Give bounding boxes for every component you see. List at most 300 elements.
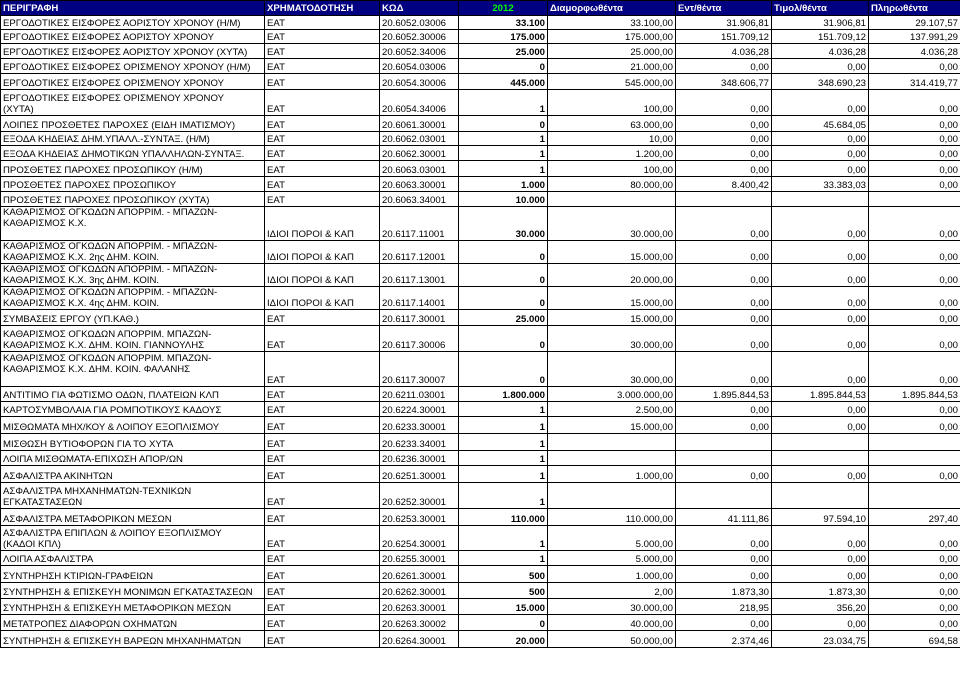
cell-code: 20.6054.30006 [380,74,459,90]
cell-code: 20.6054.03006 [380,59,459,74]
cell-timologithenta: 1.895.844,53 [772,387,869,402]
cell-diamorfothenta: 50.000,00 [548,631,676,648]
cell-funding: ΙΔΙΟΙ ΠΟΡΟΙ & ΚΑΠ [265,264,380,287]
cell-year-2012: 1 [459,132,548,146]
cell-diamorfothenta: 5.000,00 [548,526,676,551]
description-line: ΛΟΙΠΑ ΑΣΦΑΛΙΣΤΡΑ [3,554,94,565]
cell-timologithenta [772,434,869,451]
cell-year-2012: 1 [459,146,548,161]
cell-plirothenta: 297,40 [869,509,960,526]
cell-year-2012: 1 [459,483,548,509]
description-line: ΣΥΝΤΗΡΗΣΗ ΚΤΙΡΙΩΝ-ΓΡΑΦΕΙΩΝ [3,571,154,582]
cell-funding: ΕΑΤ [265,583,380,599]
cell-funding: ΙΔΙΟΙ ΠΟΡΟΙ & ΚΑΠ [265,241,380,264]
cell-entalthenta: 0,00 [676,615,772,631]
description-line: ΚΑΡΤΟΣΥΜΒΟΛΑΙΑ ΓΙΑ ΡΟΜΠΟΤΙΚΟΥΣ ΚΑΔΟΥΣ [3,405,222,416]
cell-timologithenta [772,451,869,466]
cell-funding: ΕΑΤ [265,310,380,326]
cell-diamorfothenta: 100,00 [548,90,676,116]
description-line: ΠΡΟΣΘΕΤΕΣ ΠΑΡΟΧΕΣ ΠΡΟΣΩΠΙΚΟΥ (ΧΥΤΑ) [3,195,210,206]
col-header-timologithenta[interactable]: Τιμολ/θέντα [772,1,869,16]
cell-description [1,310,265,326]
cell-diamorfothenta: 110.000,00 [548,509,676,526]
cell-plirothenta: 0,00 [869,287,960,310]
cell-timologithenta: 0,00 [772,146,869,161]
description-line: ΚΑΘΑΡΙΣΜΟΣ Κ.Χ. 4ης ΔΗΜ. ΚΟΙΝ. [3,298,160,309]
description-line: ΣΥΝΤΗΡΗΣΗ & ΕΠΙΣΚΕΥΗ ΒΑΡΕΩΝ ΜΗΧΑΝΗΜΑΤΩΝ [3,636,242,647]
description-line: ΚΑΘΑΡΙΣΜΟΣ ΟΓΚΩΔΩΝ ΑΠΟΡΡΙΜ. - ΜΠΑΖΩΝ- [3,287,218,298]
cell-code: 20.6252.30001 [380,483,459,509]
cell-plirothenta: 0,00 [869,583,960,599]
description-line: ΑΣΦΑΛΙΣΤΡΑ ΜΕΤΑΦΟΡΙΚΩΝ ΜΕΣΩΝ [3,514,172,525]
cell-year-2012: 1 [459,434,548,451]
cell-diamorfothenta: 15.000,00 [548,417,676,434]
cell-funding: ΕΑΤ [265,192,380,207]
description-line: ΚΑΘΑΡΙΣΜΟΣ Κ.Χ. ΔΗΜ. ΚΟΙΝ. ΦΑΛΑΝΗΣ [3,364,191,375]
table-row [1,287,960,310]
description-line: ΕΡΓΟΔΟΤΙΚΕΣ ΕΙΣΦΟΡΕΣ ΟΡΙΣΜΕΝΟΥ ΧΡΟΝΟΥ (Η/Μ) [3,62,251,73]
cell-description [1,466,265,483]
cell-year-2012: 0 [459,116,548,132]
cell-diamorfothenta: 2,00 [548,583,676,599]
description-line: ΜΕΤΑΤΡΟΠΕΣ ΔΙΑΦΟΡΩΝ ΟΧΗΜΑΤΩΝ [3,619,178,630]
cell-diamorfothenta: 1.000,00 [548,566,676,583]
cell-entalthenta [676,483,772,509]
table-row [1,161,960,177]
cell-timologithenta: 1.873,30 [772,583,869,599]
cell-code: 20.6117.13001 [380,264,459,287]
cell-code: 20.6063.03001 [380,161,459,177]
table-row [1,177,960,192]
cell-timologithenta: 348.690,23 [772,74,869,90]
table-row [1,326,960,352]
cell-funding: ΕΑΤ [265,566,380,583]
table-row [1,483,960,509]
cell-code: 20.6263.30002 [380,615,459,631]
cell-plirothenta: 1.895.844,53 [869,387,960,402]
cell-funding: ΙΔΙΟΙ ΠΟΡΟΙ & ΚΑΠ [265,287,380,310]
cell-diamorfothenta: 80.000,00 [548,177,676,192]
cell-timologithenta: 0,00 [772,551,869,566]
cell-timologithenta: 97.594,10 [772,509,869,526]
cell-entalthenta: 0,00 [676,287,772,310]
table-row [1,116,960,132]
cell-code: 20.6224.30001 [380,402,459,417]
col-header-description[interactable]: ΠΕΡΙΓΡΑΦΗ [1,1,265,16]
cell-year-2012: 25.000 [459,310,548,326]
description-line: ΚΑΘΑΡΙΣΜΟΣ Κ.Χ. [3,218,87,229]
cell-entalthenta: 0,00 [676,161,772,177]
cell-description [1,132,265,146]
cell-funding: ΕΑΤ [265,483,380,509]
description-line [3,229,262,240]
cell-diamorfothenta [548,451,676,466]
cell-diamorfothenta: 30.000,00 [548,326,676,352]
cell-funding: ΕΑΤ [265,466,380,483]
cell-description [1,615,265,631]
cell-code: 20.6253.30001 [380,509,459,526]
cell-timologithenta: 0,00 [772,90,869,116]
table-row [1,526,960,551]
cell-funding: ΕΑΤ [265,44,380,59]
cell-year-2012: 1 [459,90,548,116]
cell-diamorfothenta: 2.500,00 [548,402,676,417]
cell-entalthenta: 41.111,86 [676,509,772,526]
cell-funding: ΕΑΤ [265,352,380,387]
cell-funding: ΕΑΤ [265,387,380,402]
cell-funding: ΕΑΤ [265,451,380,466]
cell-entalthenta [676,434,772,451]
table-row [1,264,960,287]
cell-funding: ΕΑΤ [265,434,380,451]
cell-diamorfothenta [548,434,676,451]
description-line: ΚΑΘΑΡΙΣΜΟΣ ΟΓΚΩΔΩΝ ΑΠΟΡΡΙΜ. ΜΠΑΖΩΝ- [3,329,212,340]
cell-funding: ΕΑΤ [265,146,380,161]
description-line: ΕΡΓΟΔΟΤΙΚΕΣ ΕΙΣΦΟΡΕΣ ΟΡΙΣΜΕΝΟΥ ΧΡΟΝΟΥ [3,93,224,104]
cell-diamorfothenta: 40.000,00 [548,615,676,631]
cell-year-2012: 1 [459,161,548,177]
cell-timologithenta: 0,00 [772,241,869,264]
cell-funding: ΕΑΤ [265,509,380,526]
description-line: ΣΥΝΤΗΡΗΣΗ & ΕΠΙΣΚΕΥΗ ΜΟΝΙΜΩΝ ΕΓΚΑΤΑΣΤΑΣΕΩΝ [3,587,253,598]
cell-description [1,387,265,402]
cell-plirothenta: 0,00 [869,352,960,387]
cell-description [1,417,265,434]
cell-code: 20.6261.30001 [380,566,459,583]
cell-diamorfothenta: 15.000,00 [548,310,676,326]
table-row [1,241,960,264]
cell-description [1,177,265,192]
table-row [1,132,960,146]
cell-code: 20.6262.30001 [380,583,459,599]
table-row [1,451,960,466]
cell-timologithenta: 23.034,75 [772,631,869,648]
cell-year-2012: 1.000 [459,177,548,192]
table-row [1,74,960,90]
table-row [1,310,960,326]
cell-timologithenta: 0,00 [772,326,869,352]
cell-code: 20.6117.12001 [380,241,459,264]
cell-funding: ΕΑΤ [265,132,380,146]
cell-funding: ΙΔΙΟΙ ΠΟΡΟΙ & ΚΑΠ [265,207,380,241]
cell-entalthenta: 1.873,30 [676,583,772,599]
description-line: ΚΑΘΑΡΙΣΜΟΣ Κ.Χ. ΔΗΜ. ΚΟΙΝ. ΓΙΑΝΝΟΥΛΗΣ [3,340,205,351]
table-row [1,192,960,207]
cell-plirothenta: 0,00 [869,264,960,287]
cell-funding: ΕΑΤ [265,90,380,116]
cell-plirothenta: 0,00 [869,177,960,192]
description-line: (ΚΑΔΟΙ ΚΠΛ) [3,539,61,550]
table-row [1,551,960,566]
cell-diamorfothenta: 15.000,00 [548,287,676,310]
cell-description [1,631,265,648]
cell-year-2012: 175.000 [459,30,548,44]
cell-plirothenta: 0,00 [869,132,960,146]
cell-year-2012: 0 [459,287,548,310]
cell-description [1,241,265,264]
table-row [1,16,960,30]
cell-funding: ΕΑΤ [265,631,380,648]
cell-funding: ΕΑΤ [265,417,380,434]
cell-description [1,146,265,161]
cell-timologithenta: 33.383,03 [772,177,869,192]
cell-plirothenta [869,434,960,451]
cell-plirothenta: 0,00 [869,146,960,161]
cell-entalthenta: 218,95 [676,599,772,615]
cell-description [1,509,265,526]
cell-entalthenta: 0,00 [676,146,772,161]
cell-code: 20.6054.34006 [380,90,459,116]
cell-code: 20.6233.30001 [380,417,459,434]
cell-timologithenta: 0,00 [772,132,869,146]
col-header-year[interactable]: 2012 [459,1,548,16]
description-line: ΚΑΘΑΡΙΣΜΟΣ ΟΓΚΩΔΩΝ ΑΠΟΡΡΙΜ. - ΜΠΑΖΩΝ- [3,207,218,218]
cell-code: 20.6211.03001 [380,387,459,402]
cell-code: 20.6052.34006 [380,44,459,59]
cell-entalthenta: 0,00 [676,526,772,551]
cell-diamorfothenta: 33.100,00 [548,16,676,30]
cell-funding: ΕΑΤ [265,116,380,132]
cell-entalthenta: 0,00 [676,90,772,116]
cell-entalthenta: 0,00 [676,207,772,241]
description-line: ΕΡΓΟΔΟΤΙΚΕΣ ΕΙΣΦΟΡΕΣ ΑΟΡΙΣΤΟΥ ΧΡΟΝΟΥ (ΧΥΤΑ) [3,47,248,58]
cell-year-2012: 25.000 [459,44,548,59]
col-header-code[interactable]: ΚΩΔ [380,1,459,16]
cell-diamorfothenta: 20.000,00 [548,264,676,287]
cell-plirothenta: 0,00 [869,615,960,631]
cell-year-2012: 0 [459,615,548,631]
cell-year-2012: 0 [459,264,548,287]
cell-timologithenta: 0,00 [772,417,869,434]
cell-code: 20.6117.30007 [380,352,459,387]
cell-funding: ΕΑΤ [265,177,380,192]
cell-timologithenta: 0,00 [772,402,869,417]
cell-description [1,264,265,287]
cell-funding: ΕΑΤ [265,551,380,566]
description-line: ΠΡΟΣΘΕΤΕΣ ΠΑΡΟΧΕΣ ΠΡΟΣΩΠΙΚΟΥ [3,180,177,191]
description-line: ΕΞΟΔΑ ΚΗΔΕΙΑΣ ΔΗΜΟΤΙΚΩΝ ΥΠΑΛΛΗΛΩΝ-ΣΥΝΤΑΞ. [3,149,245,160]
cell-timologithenta: 31.906,81 [772,16,869,30]
cell-code: 20.6264.30001 [380,631,459,648]
cell-code: 20.6117.30001 [380,310,459,326]
cell-timologithenta: 356,20 [772,599,869,615]
cell-entalthenta: 0,00 [676,310,772,326]
cell-timologithenta: 0,00 [772,615,869,631]
cell-timologithenta: 0,00 [772,466,869,483]
cell-funding: ΕΑΤ [265,16,380,30]
description-line: ΣΥΝΤΗΡΗΣΗ & ΕΠΙΣΚΕΥΗ ΜΕΤΑΦΟΡΙΚΩΝ ΜΕΣΩΝ [3,603,232,614]
cell-description [1,59,265,74]
cell-timologithenta [772,192,869,207]
cell-plirothenta: 0,00 [869,207,960,241]
cell-year-2012: 500 [459,566,548,583]
cell-year-2012: 0 [459,326,548,352]
cell-description [1,161,265,177]
description-line: ΣΥΜΒΑΣΕΙΣ ΕΡΓΟΥ (ΥΠ.ΚΑΘ.) [3,314,139,325]
cell-code: 20.6063.30001 [380,177,459,192]
cell-entalthenta: 0,00 [676,132,772,146]
cell-timologithenta: 0,00 [772,526,869,551]
cell-year-2012: 0 [459,241,548,264]
cell-plirothenta [869,483,960,509]
cell-entalthenta: 0,00 [676,116,772,132]
cell-plirothenta: 137.991,29 [869,30,960,44]
description-line: ΚΑΘΑΡΙΣΜΟΣ ΟΓΚΩΔΩΝ ΑΠΟΡΡΙΜ. - ΜΠΑΖΩΝ- [3,241,218,252]
cell-code: 20.6052.03006 [380,16,459,30]
cell-timologithenta [772,483,869,509]
cell-plirothenta: 0,00 [869,161,960,177]
col-header-diamorfothenta[interactable]: Διαμορφωθέντα [548,1,676,16]
cell-entalthenta: 2.374,46 [676,631,772,648]
cell-entalthenta: 0,00 [676,264,772,287]
cell-diamorfothenta: 100,00 [548,161,676,177]
description-line: ΕΞΟΔΑ ΚΗΔΕΙΑΣ ΔΗΜ.ΥΠΑΛΛ.-ΣΥΝΤΑΞ. (Η/Μ) [3,134,210,145]
cell-code: 20.6254.30001 [380,526,459,551]
cell-code: 20.6255.30001 [380,551,459,566]
cell-timologithenta: 0,00 [772,352,869,387]
description-line: ΛΟΙΠΑ ΜΙΣΘΩΜΑΤΑ-ΕΠΙΧΩΣΗ ΑΠΟΡ/ΩΝ [3,454,183,465]
cell-diamorfothenta: 545.000,00 [548,74,676,90]
table-body [1,16,960,648]
description-line: ΕΡΓΟΔΟΤΙΚΕΣ ΕΙΣΦΟΡΕΣ ΟΡΙΣΜΕΝΟΥ ΧΡΟΝΟΥ [3,78,224,89]
table-row [1,352,960,387]
description-line: ΑΝΤΙΤΙΜΟ ΓΙΑ ΦΩΤΙΣΜΟ ΟΔΩΝ, ΠΛΑΤΕΙΩΝ ΚΛΠ [3,390,219,401]
cell-year-2012: 20.000 [459,631,548,648]
cell-year-2012: 0 [459,59,548,74]
cell-entalthenta: 4.036,28 [676,44,772,59]
cell-plirothenta: 0,00 [869,326,960,352]
cell-timologithenta: 4.036,28 [772,44,869,59]
cell-description [1,434,265,451]
cell-diamorfothenta: 1.000,00 [548,466,676,483]
cell-plirothenta [869,192,960,207]
cell-timologithenta: 0,00 [772,161,869,177]
description-line: ΜΙΣΘΩΜΑΤΑ ΜΗΧ/ΚΟΥ & ΛΟΙΠΟΥ ΕΞΟΠΛΙΣΜΟΥ [3,422,220,433]
table-row [1,434,960,451]
cell-funding: ΕΑΤ [265,59,380,74]
table-row [1,566,960,583]
cell-description [1,207,265,241]
table-row [1,30,960,44]
cell-diamorfothenta: 5.000,00 [548,551,676,566]
cell-code: 20.6063.34001 [380,192,459,207]
cell-code: 20.6263.30001 [380,599,459,615]
cell-description [1,90,265,116]
cell-diamorfothenta: 30.000,00 [548,352,676,387]
cell-description [1,352,265,387]
cell-description [1,30,265,44]
description-line: ΑΣΦΑΛΙΣΤΡΑ ΑΚΙΝΗΤΩΝ [3,471,113,482]
cell-plirothenta: 0,00 [869,599,960,615]
cell-code: 20.6117.14001 [380,287,459,310]
cell-description [1,551,265,566]
cell-timologithenta: 0,00 [772,264,869,287]
cell-code: 20.6251.30001 [380,466,459,483]
description-line: ΕΡΓΟΔΟΤΙΚΕΣ ΕΙΣΦΟΡΕΣ ΑΟΡΙΣΤΟΥ ΧΡΟΝΟΥ [3,32,215,43]
cell-entalthenta [676,451,772,466]
description-line: ΛΟΙΠΕΣ ΠΡΟΣΘΕΤΕΣ ΠΑΡΟΧΕΣ (ΕΙΔΗ ΙΜΑΤΙΣΜΟΥ) [3,120,236,131]
cell-funding: ΕΑΤ [265,326,380,352]
cell-funding: ΕΑΤ [265,599,380,615]
cell-description [1,451,265,466]
col-header-entalthenta[interactable]: Εντ/θέντα [676,1,772,16]
cell-code: 20.6117.30006 [380,326,459,352]
cell-code: 20.6236.30001 [380,451,459,466]
cell-timologithenta: 0,00 [772,207,869,241]
col-header-plirothenta[interactable]: Πληρωθέντα [869,1,960,16]
cell-description [1,526,265,551]
cell-entalthenta: 0,00 [676,417,772,434]
cell-entalthenta: 0,00 [676,466,772,483]
cell-diamorfothenta: 25.000,00 [548,44,676,59]
cell-plirothenta: 0,00 [869,466,960,483]
description-line: ΚΑΘΑΡΙΣΜΟΣ ΟΓΚΩΔΩΝ ΑΠΟΡΡΙΜ. - ΜΠΑΖΩΝ- [3,264,218,275]
cell-entalthenta: 0,00 [676,566,772,583]
cell-year-2012: 0 [459,352,548,387]
cell-plirothenta: 29.107,57 [869,16,960,30]
description-line: ΚΑΘΑΡΙΣΜΟΣ Κ.Χ. 2ης ΔΗΜ. ΚΟΙΝ. [3,252,160,263]
table-row [1,583,960,599]
cell-year-2012: 1 [459,402,548,417]
cell-entalthenta [676,192,772,207]
cell-plirothenta: 0,00 [869,116,960,132]
cell-timologithenta: 0,00 [772,566,869,583]
cell-description [1,402,265,417]
cell-plirothenta: 0,00 [869,526,960,551]
table-row [1,59,960,74]
cell-diamorfothenta: 21.000,00 [548,59,676,74]
table-row [1,387,960,402]
cell-entalthenta: 151.709,12 [676,30,772,44]
table-row [1,631,960,648]
cell-year-2012: 10.000 [459,192,548,207]
cell-diamorfothenta: 175.000,00 [548,30,676,44]
cell-diamorfothenta: 3.000.000,00 [548,387,676,402]
cell-entalthenta: 0,00 [676,326,772,352]
cell-timologithenta: 151.709,12 [772,30,869,44]
table-row [1,466,960,483]
description-line: ΚΑΘΑΡΙΣΜΟΣ Κ.Χ. 3ης ΔΗΜ. ΚΟΙΝ. [3,275,160,286]
cell-plirothenta: 314.419,77 [869,74,960,90]
cell-timologithenta: 0,00 [772,59,869,74]
description-line: (ΧΥΤΑ) [3,104,34,115]
cell-entalthenta: 1.895.844,53 [676,387,772,402]
cell-description [1,599,265,615]
cell-description [1,44,265,59]
cell-entalthenta: 0,00 [676,551,772,566]
cell-plirothenta: 0,00 [869,566,960,583]
cell-funding: ΕΑΤ [265,526,380,551]
description-line: ΜΙΣΘΩΣΗ ΒΥΤΙΟΦΟΡΩΝ ΓΙΑ ΤΟ ΧΥΤΑ [3,439,174,450]
col-header-funding[interactable]: ΧΡΗΜΑΤΟΔΟΤΗΣΗ [265,1,380,16]
cell-year-2012: 110.000 [459,509,548,526]
cell-diamorfothenta: 15.000,00 [548,241,676,264]
cell-diamorfothenta: 10,00 [548,132,676,146]
cell-diamorfothenta [548,192,676,207]
cell-code: 20.6062.03001 [380,132,459,146]
cell-entalthenta: 0,00 [676,59,772,74]
table-row [1,615,960,631]
cell-code: 20.6117.11001 [380,207,459,241]
cell-entalthenta: 348.606,77 [676,74,772,90]
cell-year-2012: 500 [459,583,548,599]
cell-year-2012: 1 [459,466,548,483]
table-row [1,146,960,161]
cell-entalthenta: 0,00 [676,241,772,264]
cell-code: 20.6062.30001 [380,146,459,161]
cell-plirothenta: 0,00 [869,59,960,74]
cell-diamorfothenta: 30.000,00 [548,599,676,615]
